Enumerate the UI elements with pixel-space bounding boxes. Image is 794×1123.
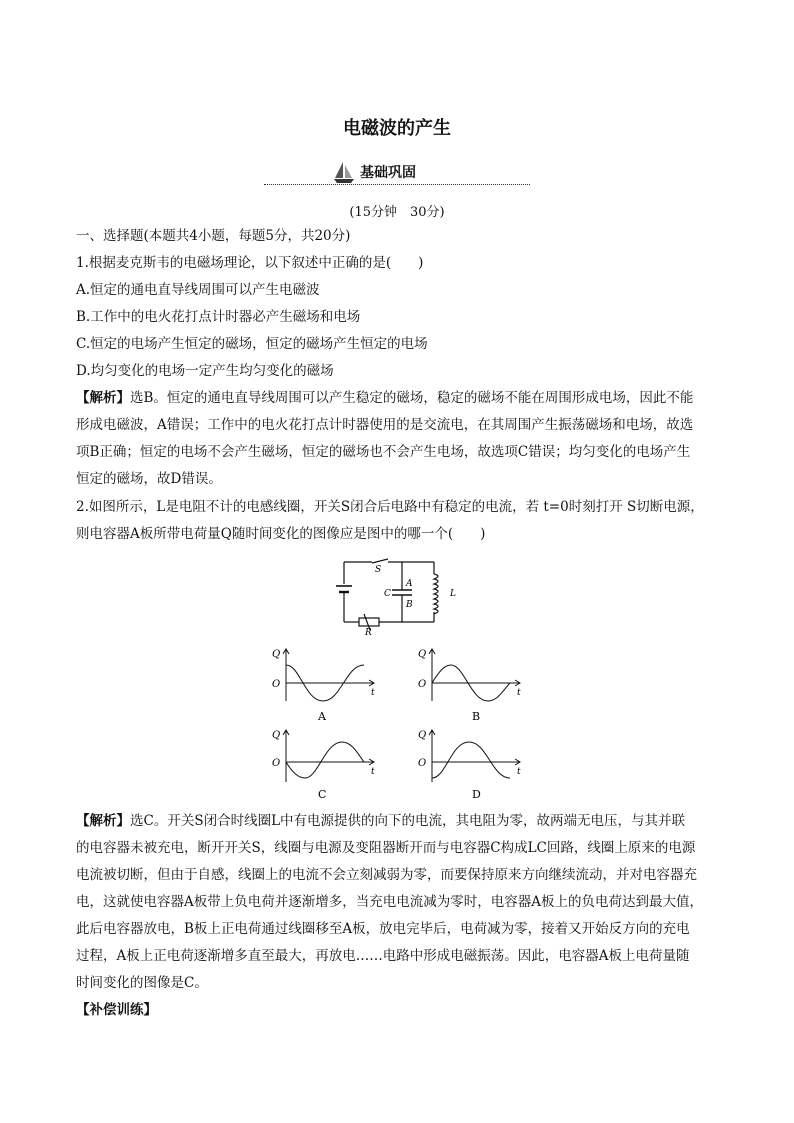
- part-heading: 一、选择题(本题共4小题，每题5分，共20分): [76, 228, 351, 244]
- q2-analysis-line: 时间变化的图像是C。: [76, 975, 208, 991]
- q1-stem: 1.根据麦克斯韦的电磁场理论，以下叙述中正确的是( ): [76, 255, 424, 271]
- q2-analysis-line: 电，这就使电容器A板带上负电荷并逐渐增多，当充电电流减为零时，电容器A板上的负电荷达到最大值，: [76, 894, 703, 910]
- graph-c: [270, 726, 380, 806]
- analysis-tag: 【解析】: [76, 390, 130, 406]
- q2-analysis-line: 此后电容器放电，B板上正电荷通过线圈移至A板，放电完毕后，电荷减为零，接着又开始反方向的充电: [76, 921, 690, 937]
- graph-d-label: D: [472, 788, 481, 801]
- q1-option-d: D.均匀变化的电场一定产生均匀变化的磁场: [76, 363, 334, 379]
- plate-a-label: A: [406, 579, 413, 589]
- graph-a-label: A: [318, 710, 326, 723]
- sailboat-icon: [332, 160, 356, 184]
- circuit-diagram: [334, 556, 464, 638]
- q2-analysis-line: 【解析】选C。开关S闭合时线圈L中有电源提供的向下的电流，其电阻为零，故两端无电压，与其并联: [76, 813, 686, 829]
- svg-text:Q: Q: [418, 649, 427, 660]
- q2-analysis-line: 过程，A板上正电荷逐渐增多直至最大，再放电……电路中形成电磁振荡。因此，电容器A板上电荷量随: [76, 948, 690, 964]
- q2-stem-line: 2.如图所示，L是电阻不计的电感线圈，开关S闭合后电路中有稳定的电流，若 t=0时刻打开 S切断电源，: [76, 499, 704, 515]
- svg-text:Q: Q: [418, 730, 427, 741]
- q1-analysis-line: 形成电磁波，A错误；工作中的电火花打点计时器使用的是交流电，在其周围产生振荡磁场和电场，故选: [76, 417, 694, 433]
- q2-analysis-line: 电流被切断，但由于自感，线圈上的电流不会立刻减弱为零，而要保持原来方向继续流动，并对电容器充: [76, 867, 697, 883]
- time-info: (15分钟 30分): [349, 205, 445, 220]
- q1-option-a: A.恒定的通电直导线周围可以产生电磁波: [76, 282, 320, 298]
- svg-text:t: t: [371, 767, 375, 777]
- graph-b-label: B: [472, 710, 481, 723]
- q2-stem-line: 则电容器A板所带电荷量Q随时间变化的图像应是图中的哪一个( ): [76, 526, 486, 542]
- svg-text:t: t: [371, 688, 375, 698]
- graph-b: [416, 645, 526, 725]
- section-label: 基础巩固: [360, 165, 416, 181]
- supplement-tag: 【补偿训练】: [76, 1002, 157, 1018]
- q1-analysis-line: 恒定的磁场，故D错误。: [76, 471, 222, 487]
- graph-a: [270, 645, 380, 725]
- graph-c-label: C: [318, 788, 327, 801]
- svg-text:O: O: [272, 758, 281, 769]
- svg-text:t: t: [517, 767, 521, 777]
- switch-label: S: [375, 565, 382, 575]
- svg-text:O: O: [272, 679, 281, 690]
- graph-d: [416, 726, 526, 806]
- q2-analysis-line: 的电容器未被充电，断开开关S，线圈与电源及变阻器断开而与电容器C构成LC回路，线圈上原来的电源: [76, 840, 696, 856]
- inductor-label: L: [450, 589, 456, 599]
- svg-text:O: O: [418, 758, 427, 769]
- q1-analysis-line: 【解析】选B。恒定的通电直导线周围可以产生稳定的磁场，稳定的磁场不能在周围形成电场，因此不能: [76, 390, 694, 406]
- q1-analysis-line: 项B正确；恒定的电场不会产生磁场，恒定的磁场也不会产生电场，故选项C错误；均匀变化的电场产生: [76, 444, 691, 460]
- svg-text:Q: Q: [272, 649, 281, 660]
- q1-option-c: C.恒定的电场产生恒定的磁场，恒定的磁场产生恒定的电场: [76, 336, 428, 352]
- svg-text:t: t: [517, 688, 521, 698]
- resistor-label: R: [365, 628, 372, 638]
- section-header: [264, 160, 530, 185]
- svg-text:Q: Q: [272, 730, 281, 741]
- analysis-tag: 【解析】: [76, 813, 130, 829]
- capacitor-label: C: [384, 589, 391, 599]
- page-title: 电磁波的产生: [343, 118, 451, 139]
- svg-text:O: O: [418, 679, 427, 690]
- plate-b-label: B: [406, 600, 413, 610]
- q1-option-b: B.工作中的电火花打点计时器必产生磁场和电场: [76, 309, 361, 325]
